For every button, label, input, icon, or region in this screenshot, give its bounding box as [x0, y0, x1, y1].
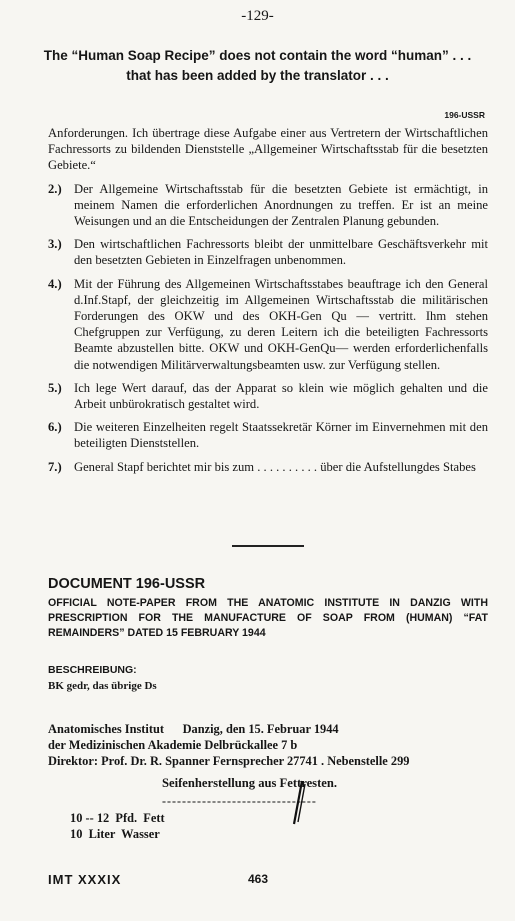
headline-line-2: that has been added by the translator . . .	[126, 68, 389, 83]
list-item	[48, 419, 488, 451]
beschreibung-label: BESCHREIBUNG:	[48, 664, 137, 676]
ingredient-fat: 10 -- 12 Pfd. Fett	[70, 811, 165, 825]
item-number: 7.)	[48, 459, 62, 474]
letterhead-line-2: der Medizinischen Akademie Delbrückallee 7 b	[48, 738, 298, 752]
recipe-title: Seifenherstellung aus Fettresten.	[162, 776, 338, 790]
list-item	[48, 380, 488, 412]
item-number: 6.)	[48, 420, 62, 435]
item-number: 5.)	[48, 380, 62, 395]
page-number: -129-	[241, 8, 274, 24]
list-item	[48, 181, 488, 230]
headline-line-1: The “Human Soap Recipe” does not contain the word “human” . . .	[43, 48, 472, 63]
intro-paragraph: Anforderungen. Ich übertrage diese Aufgabe einer aus Vertretern der Wirtschaftlichen Fachressorts zu bildenden Dienststelle „Allgemeiner Wirtschaftsstab für die besetzten Gebiete.“	[48, 126, 488, 173]
list-item	[48, 276, 488, 373]
editorial-headline	[0, 46, 515, 86]
item-text: Mit der Führung des Allgemeinen Wirtschaftsstabes beauftrage ich den General d.Inf.Stapf, der gleichzeitig im Allgemeinen Wirtschaftsstab die militärischen Forderungen des OKW und des OKH-Gen Qu — vertritt. Ihm stehen Chefgruppen zur Verfügung, zu deren Leitern ich die beteiligten Fachressorts Beamte abzustellen bitte. OKW und OKH-GenQu— werden erforderlichenfalls die notwendigen Militärverwaltungsbeamten usw. zur Verfügung stellen.	[74, 276, 488, 372]
item-text: General Stapf berichtet mir bis zum . . . . . . . . . . über die Aufstellungdes Stabes	[74, 459, 476, 474]
item-text: Der Allgemeine Wirtschaftsstab für die besetzten Gebiete ist ermächtigt, in meinem Namen die erforderlichen Anordnungen zu treffen. Er ist an meine Weisungen und an die Entscheidungen der Zentralen Planung gebunden.	[74, 181, 488, 229]
letterhead	[48, 721, 409, 769]
document-heading: DOCUMENT 196-USSR	[48, 576, 206, 592]
item-text: Die weiteren Einzelheiten regelt Staatssekretär Körner im Einvernehmen mit den beteiligten Dienststellen.	[74, 420, 488, 451]
item-text: Den wirtschaftlichen Fachressorts bleibt der unmittelbare Geschäftsverkehr mit den besetzten Gebieten in Einzelfragen unbenommen.	[74, 237, 488, 268]
letterhead-line-3: Direktor: Prof. Dr. R. Spanner Fernsprecher 27741 . Nebenstelle 299	[48, 754, 410, 768]
footer-volume: IMT XXXIX	[48, 872, 122, 887]
numbered-list	[48, 181, 488, 475]
recipe-underline: -------------------------------	[162, 794, 317, 808]
item-number: 3.)	[48, 237, 62, 252]
item-text: Ich lege Wert darauf, das der Apparat so klein wie möglich gehalten und die Arbeit unbürokratisch gestaltet wird.	[74, 380, 488, 412]
letterhead-line-1: Anatomisches Institut Danzig, den 15. Februar 1944	[48, 722, 339, 736]
list-item	[48, 459, 488, 475]
list-item	[48, 236, 488, 268]
item-number: 4.)	[48, 276, 62, 291]
document-reference: 196-USSR	[444, 110, 485, 120]
handwritten-strike-mark	[288, 780, 308, 825]
beschreibung-text: BK gedr, das übrige Ds	[48, 680, 157, 692]
ingredients	[70, 810, 165, 842]
document-description: OFFICIAL NOTE-PAPER FROM THE ANATOMIC INSTITUTE IN DANZIG WITH PRESCRIPTION FOR THE MANUFACTURE OF SOAP FROM (HUMAN) “FAT REMAINDERS” DATED 15 FEBRUARY 1944	[48, 597, 488, 639]
section-divider	[232, 545, 304, 547]
decree-body	[48, 125, 488, 482]
footer-page: 463	[248, 872, 269, 886]
ingredient-water: 10 Liter Wasser	[70, 827, 160, 841]
item-number: 2.)	[48, 181, 62, 196]
